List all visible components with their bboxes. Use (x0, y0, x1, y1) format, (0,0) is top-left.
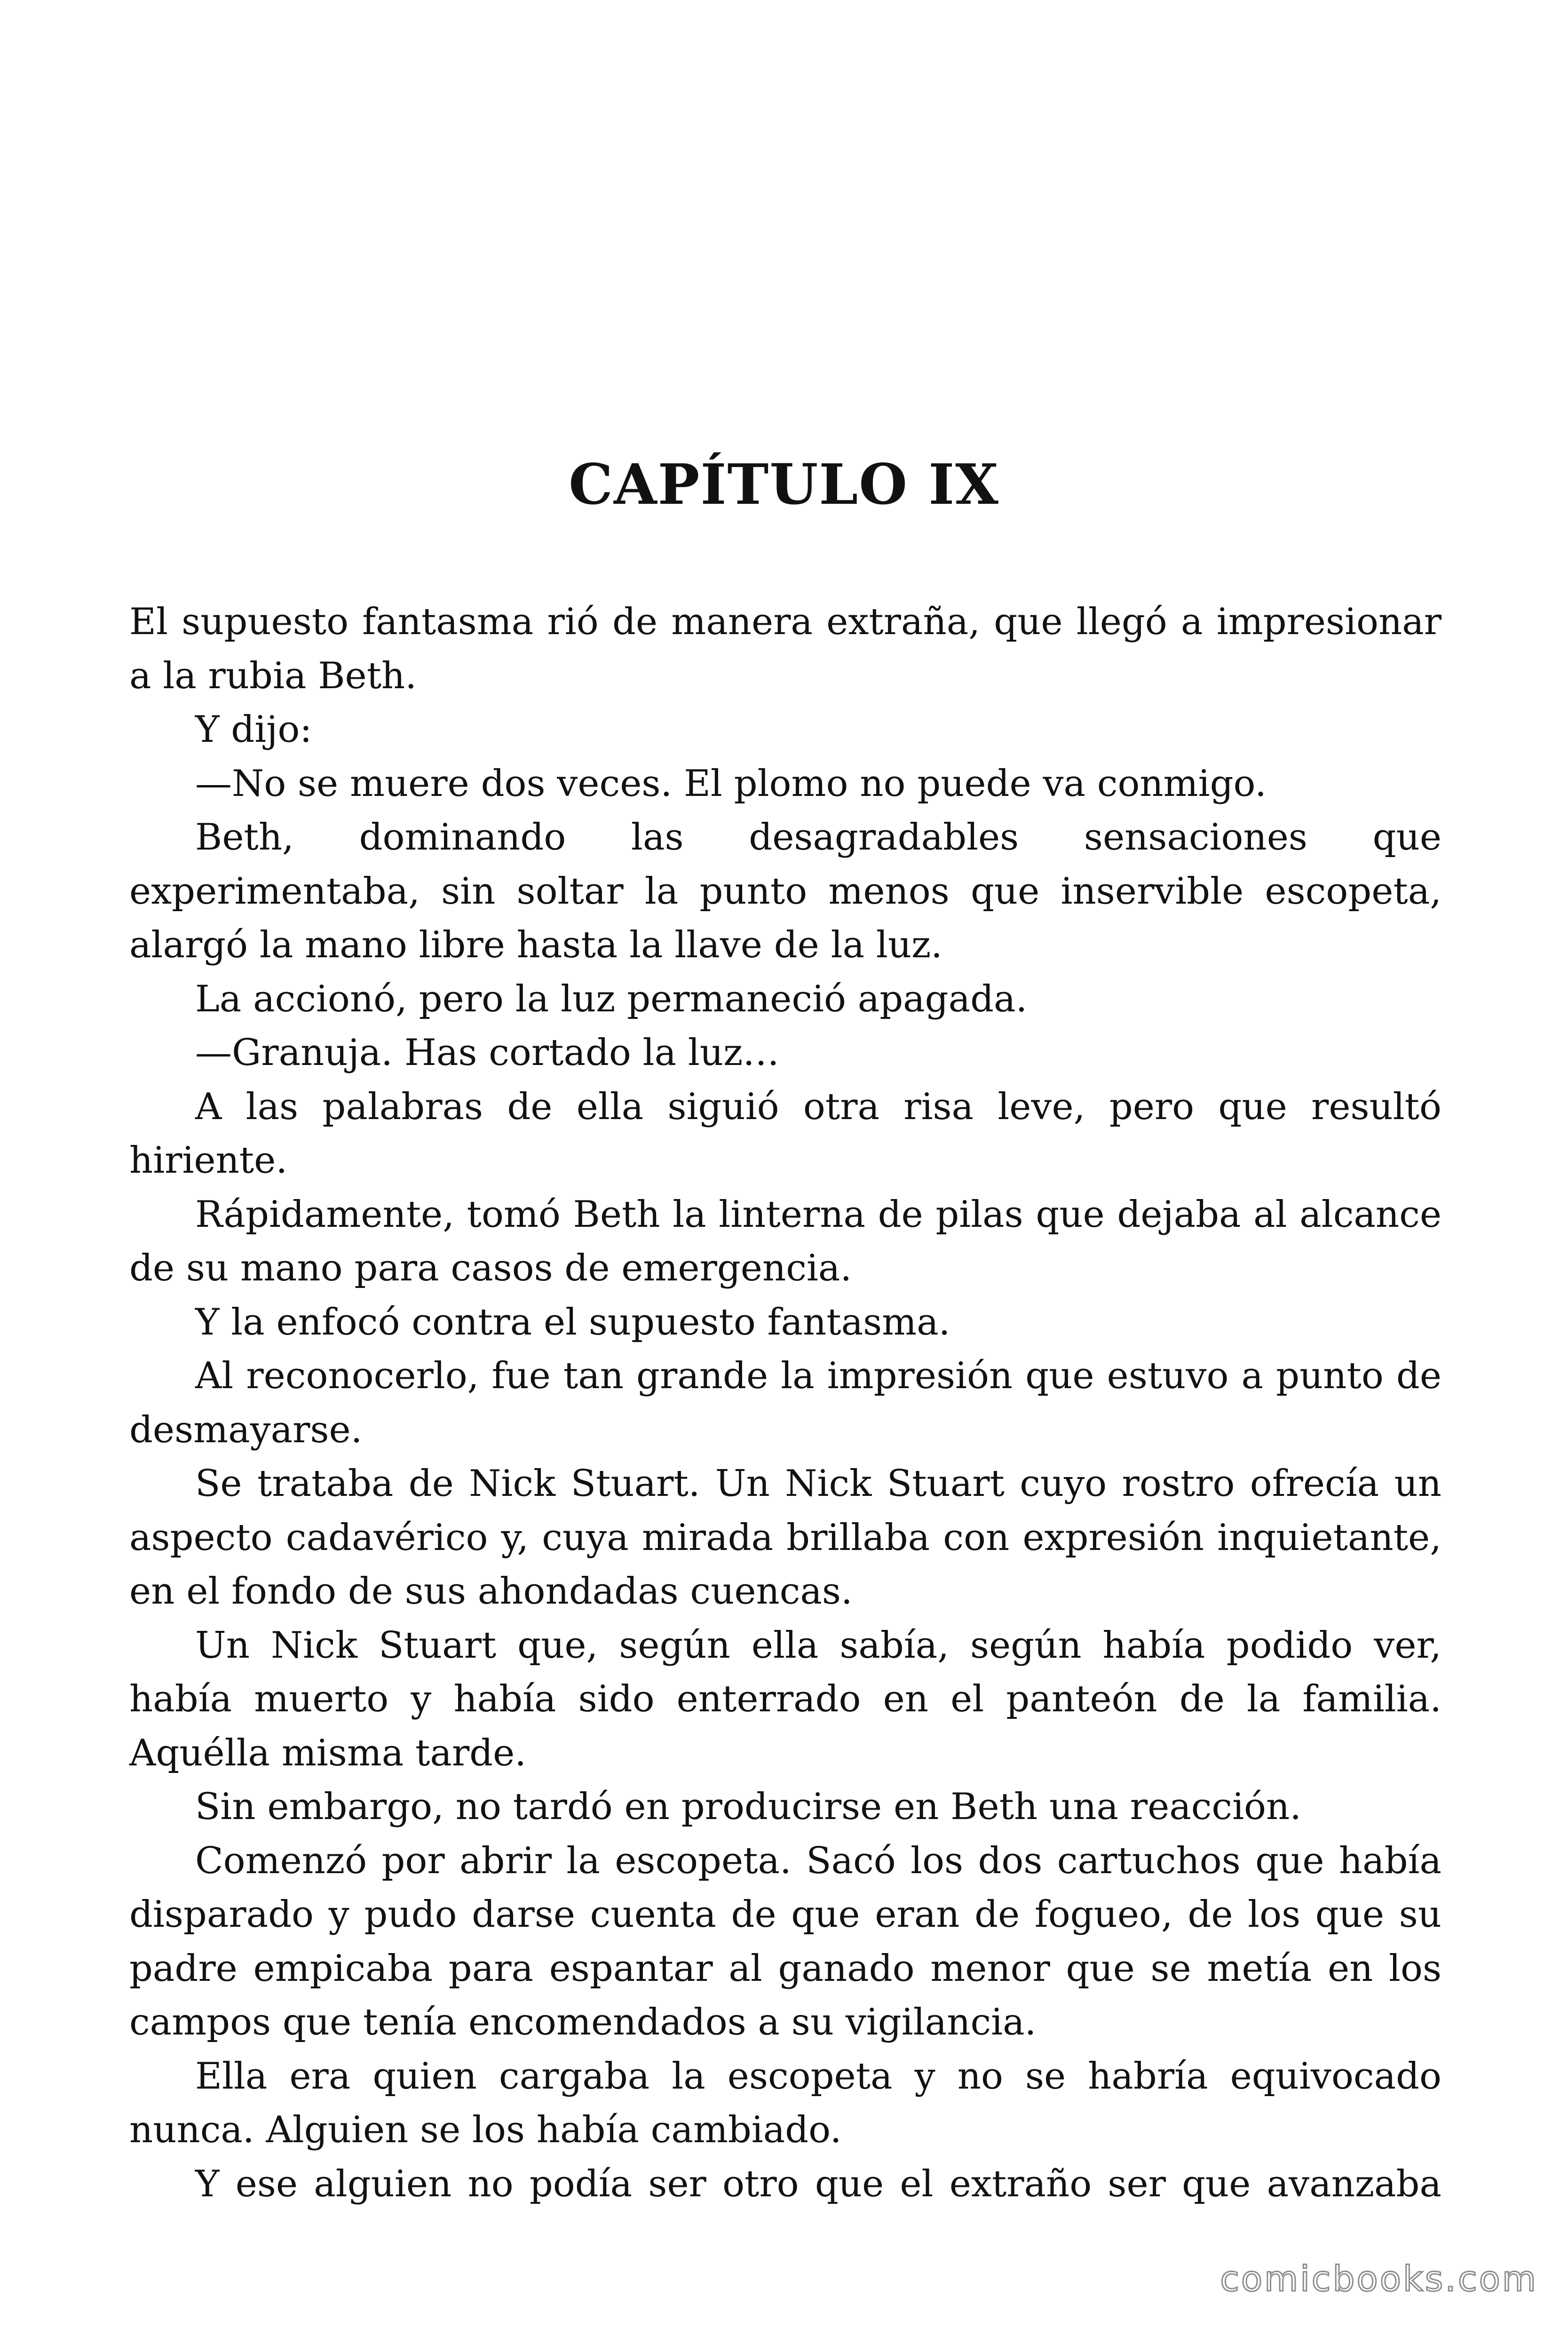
paragraph: La accionó, pero la luz permaneció apagada. (195, 977, 1028, 1020)
paragraph: Y dijo: (195, 708, 312, 751)
paragraph: Sin embargo, no tardó en producirse en Beth una reacción. (195, 1786, 1302, 1828)
paragraph: El supuesto fantasma rió de manera extraña, que llegó a impresionar a la rubia Beth. (129, 601, 1441, 697)
paragraph: Comenzó por abrir la escopeta. Sacó los dos cartuchos que había disparado y pudo darse cuenta de que eran de fogueo, de los que su padre empicaba para espantar al ganado menor que se metía en los campos que tenía encomendados a su vigilancia. (129, 1839, 1441, 2043)
paragraph: Rápidamente, tomó Beth la linterna de pilas que dejaba al alcance de su mano para casos de emergencia. (129, 1193, 1441, 1289)
paragraph: —Granuja. Has cortado la luz… (195, 1032, 780, 1074)
watermark: comicbooks.com (1220, 2259, 1538, 2299)
paragraph: Ella era quien cargaba la escopeta y no se habría equivocado nunca. Alguien se los había cambiado. (129, 2055, 1441, 2151)
chapter-body (129, 595, 1441, 2211)
paragraph: A las palabras de ella siguió otra risa leve, pero que resultó hiriente. (129, 1085, 1441, 1182)
paragraph: Al reconocerlo, fue tan grande la impresión que estuvo a punto de desmayarse. (129, 1355, 1441, 1451)
paragraph: Un Nick Stuart que, según ella sabía, según había podido ver, había muerto y había sido enterrado en el panteón de la familia. Aquélla misma tarde. (129, 1624, 1441, 1774)
paragraph: Se trataba de Nick Stuart. Un Nick Stuart cuyo rostro ofrecía un aspecto cadavérico y, cuya mirada brillaba con expresión inquietante, en el fondo de sus ahondadas cuencas. (129, 1462, 1441, 1613)
paragraph: Y ese alguien no podía ser otro que el extraño ser que avanzaba (195, 2162, 1441, 2205)
chapter-title: CAPÍTULO IX (569, 452, 999, 517)
paragraph: Y la enfocó contra el supuesto fantasma. (195, 1301, 950, 1343)
paragraph: —No se muere dos veces. El plomo no puede va conmigo. (195, 762, 1267, 805)
paragraph: Beth, dominando las desagradables sensaciones que experimentaba, sin soltar la punto menos que inservible escopeta, alargó la mano libre hasta la llave de la luz. (129, 816, 1441, 966)
